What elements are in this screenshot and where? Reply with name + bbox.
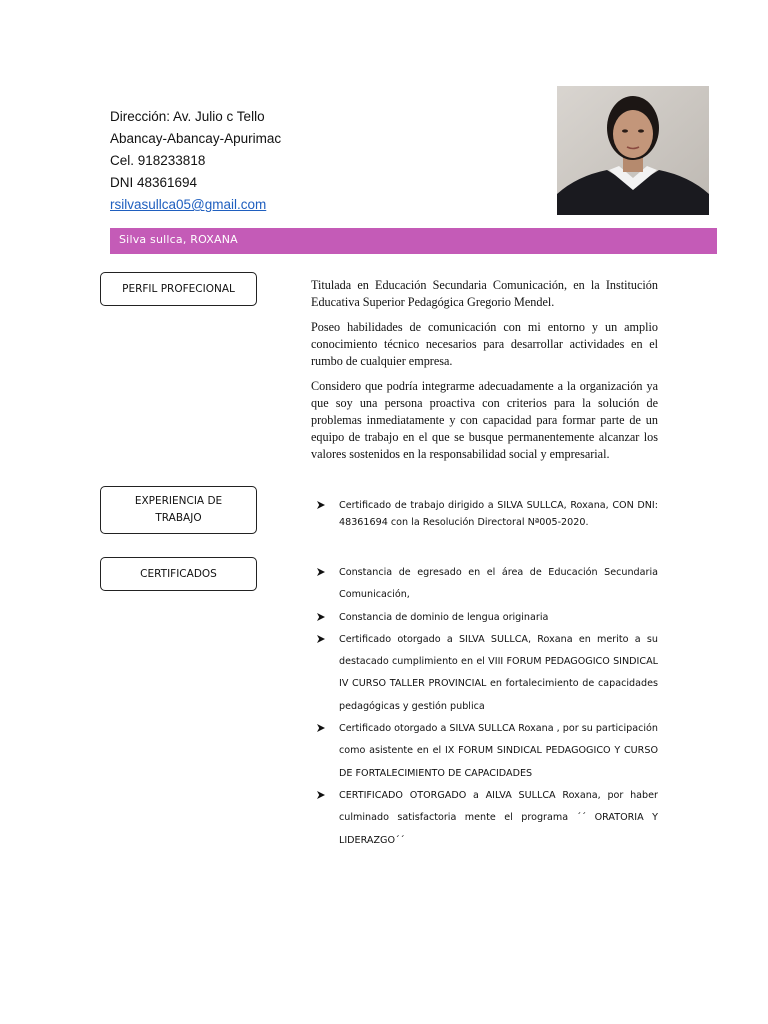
contact-city: Abancay-Abancay-Apurimac	[110, 131, 282, 146]
contact-email-link[interactable]: rsilvasullca05@gmail.com	[110, 197, 267, 212]
list-item-text: Certificado otorgado a SILVA SULLCA, Roxana en merito a su destacado cumplimiento en el VIII FORUM PEDAGOGICO SINDICAL IV CURSO TALLER PROVINCIAL en fortalecimiento de capacidades pedagógicas y gestión publica	[339, 633, 658, 712]
list-item	[316, 607, 658, 629]
certificados-list	[316, 562, 658, 852]
list-item-text: Constancia de dominio de lengua originaria	[339, 611, 549, 623]
perfil-paragraph: Considero que podría integrarme adecuadamente a la organización ya que soy una persona proactiva con criterios para la solución de problemas inmediatamente y con capacidad para formar parte de un equipo de trabajo en el que se busque permanentemente alcanzar los valores sostenidos en la responsabilidad social y empresarial.	[311, 379, 658, 461]
arrow-bullet-icon	[316, 500, 326, 510]
experiencia-list	[316, 497, 658, 531]
arrow-bullet-icon	[316, 612, 326, 622]
list-item-text: Certificado de trabajo dirigido a SILVA SULLCA, Roxana, CON DNI: 48361694 con la Resolución Directoral Nª005-2020.	[339, 500, 658, 528]
arrow-bullet-icon	[316, 723, 326, 733]
contact-address: Dirección: Av. Julio c Tello	[110, 109, 265, 124]
arrow-bullet-icon	[316, 567, 326, 577]
section-label-experiencia	[100, 486, 257, 534]
contact-phone: Cel. 918233818	[110, 153, 206, 168]
arrow-bullet-icon	[316, 634, 326, 644]
list-item	[316, 562, 658, 607]
arrow-bullet-icon	[316, 790, 326, 800]
perfil-paragraph: Poseo habilidades de comunicación con mi entorno y un amplio conocimiento técnico necesarios para desarrollar actividades en el rumbo de cualquier empresa.	[311, 320, 658, 368]
section-label-certificados	[100, 557, 257, 591]
list-item	[316, 629, 658, 718]
list-item	[316, 497, 658, 531]
list-item	[316, 785, 658, 852]
section-label-text: EXPERIENCIA DE TRABAJO	[134, 495, 223, 524]
perfil-paragraph: Titulada en Educación Secundaria Comunicación, en la Institución Educativa Superior Pedagógica Gregorio Mendel.	[311, 278, 658, 309]
name-banner	[110, 228, 717, 254]
list-item	[316, 718, 658, 785]
section-label-text: CERTIFICADOS	[140, 567, 217, 580]
section-label-perfil	[100, 272, 257, 306]
list-item-text: CERTIFICADO OTORGADO a AILVA SULLCA Roxana, por haber culminado satisfactoria mente el programa ´´ ORATORIA Y LIDERAZGO´´	[339, 789, 658, 846]
candidate-name: Silva sullca, ROXANA	[119, 233, 238, 246]
section-label-text: PERFIL PROFECIONAL	[122, 282, 235, 295]
perfil-description	[311, 277, 658, 471]
list-item-text: Certificado otorgado a SILVA SULLCA Roxana , por su participación como asistente en el IX FORUM SINDICAL PEDAGOGICO Y CURSO DE FORTALECIMIENTO DE CAPACIDADES	[339, 723, 658, 779]
contact-dni: DNI 48361694	[110, 175, 198, 190]
contact-block	[110, 106, 281, 216]
profile-photo	[557, 86, 709, 215]
list-item-text: Constancia de egresado en el área de Educación Secundaria Comunicación,	[339, 567, 658, 601]
person-portrait-icon	[557, 86, 709, 215]
